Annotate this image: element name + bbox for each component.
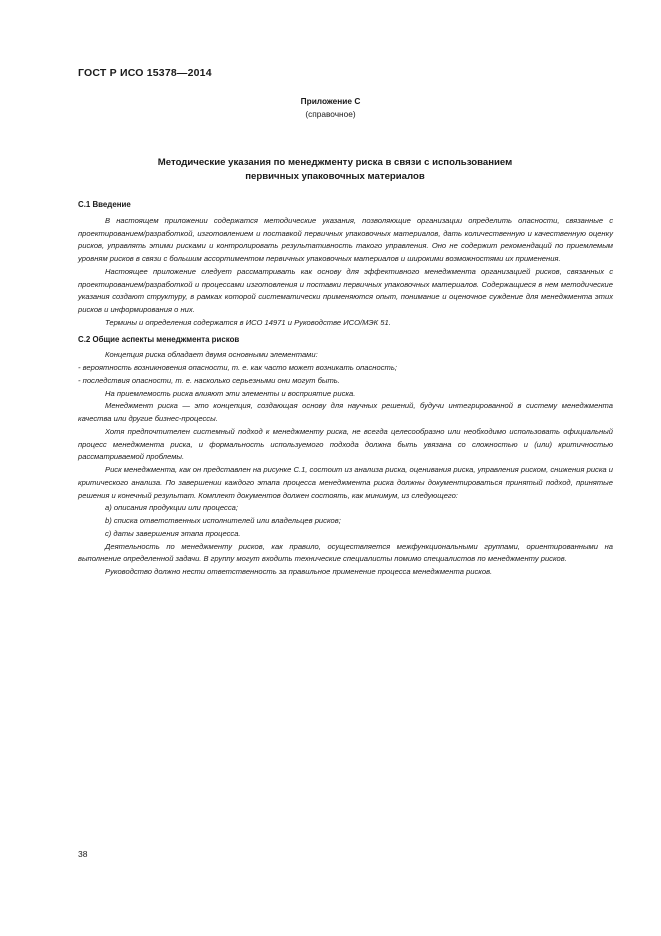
paragraph: Риск менеджмента, как он представлен на рисунке C.1, состоит из анализа риска, оценивания риска, управления риском, снижения риска и критического анализа. По завершении каждого этапа процесса менеджмента риска должны документироваться принятый подход, принятые решения и конечный результат. Комплект документов должен состоять, как минимум, из следующего:: [78, 465, 613, 500]
document-body: [78, 199, 613, 579]
document-header: ГОСТ Р ИСО 15378—2014: [78, 67, 212, 79]
annex-title-line2: первичных упаковочных материалов: [245, 171, 425, 182]
list-item: - вероятность возникновения опасности, т. е. как часто может возникать опасность;: [78, 363, 397, 372]
section-heading-c1: C.1 Введение: [78, 200, 131, 209]
paragraph: Руководство должно нести ответственность за правильное применение процесса менеджмента рисков.: [105, 567, 493, 576]
annex-title: [120, 156, 550, 184]
section-heading-c2: C.2 Общие аспекты менеджмента рисков: [78, 334, 240, 344]
annex-title-line1: Методические указания по менеджменту риска в связи с использованием: [157, 157, 513, 168]
annex-type: (справочное): [305, 109, 356, 119]
paragraph: Термины и определения содержатся в ИСО 14971 и Руководстве ИСО/МЭК 51.: [105, 317, 391, 327]
page-number: 38: [78, 849, 88, 859]
paragraph: Настоящее приложение следует рассматривать как основу для эффективного менеджмента организацией рисков, связанных с проектированием/разработкой и процессами изготовления и поставки первичных упаковочных материалов. Содержащиеся в нем методические указания создают структуру, в рамках которой систематически применяются опыт, понимание и оценочное суждение для менеджмента этих рисков и информирования о них.: [78, 266, 613, 314]
paragraph: Деятельность по менеджменту рисков, как правило, осуществляется межфункциональными группами, ориентированными на выполнение определенной задачи. В группу могут входить технические специалисты помимо специалистов по менеджменту рисков.: [78, 541, 613, 564]
list-item: c) даты завершения этапа процесса.: [105, 528, 241, 538]
paragraph: Концепция риска обладает двумя основными элементами:: [105, 350, 318, 360]
list-item: a) описания продукции или процесса;: [105, 503, 238, 513]
paragraph: Менеджмент риска — это концепция, создающая основу для научных решений, будучи интегрированной в систему менеджмента качества или другие бизнес-процессы.: [78, 401, 613, 423]
list-item: - последствия опасности, т. е. насколько серьезными они могут быть.: [78, 375, 340, 385]
paragraph: Хотя предпочтителен системный подход к менеджменту риска, не всегда целесообразно или необходимо использовать официальный процесс менеджмента риска, и формальность используемого подхода должна быть увязана со сложностью и (или) критичностью рассматриваемой проблемы.: [78, 426, 613, 462]
paragraph: На приемлемость риска влияют эти элементы и восприятие риска.: [105, 388, 356, 398]
annex-label: Приложение C: [300, 96, 361, 106]
annex-heading: [0, 95, 661, 121]
list-item: b) списка ответственных исполнителей или владельцев рисков;: [105, 516, 341, 525]
paragraph: В настоящем приложении содержатся методические указания, позволяющие организации определить опасности, связанные с проектированием/разработкой, изготовлением и поставкой первичных упаковочных материалов, дать количественную и качественную оценку рисков, управлять этими рисками и контролировать результативность такого управления. Оно не содержит рекомендаций по приемлемым уровням рисков в связи с большим ассортиментом первичных упаковочных материалов и широкими возможностями их применения.: [78, 215, 613, 263]
